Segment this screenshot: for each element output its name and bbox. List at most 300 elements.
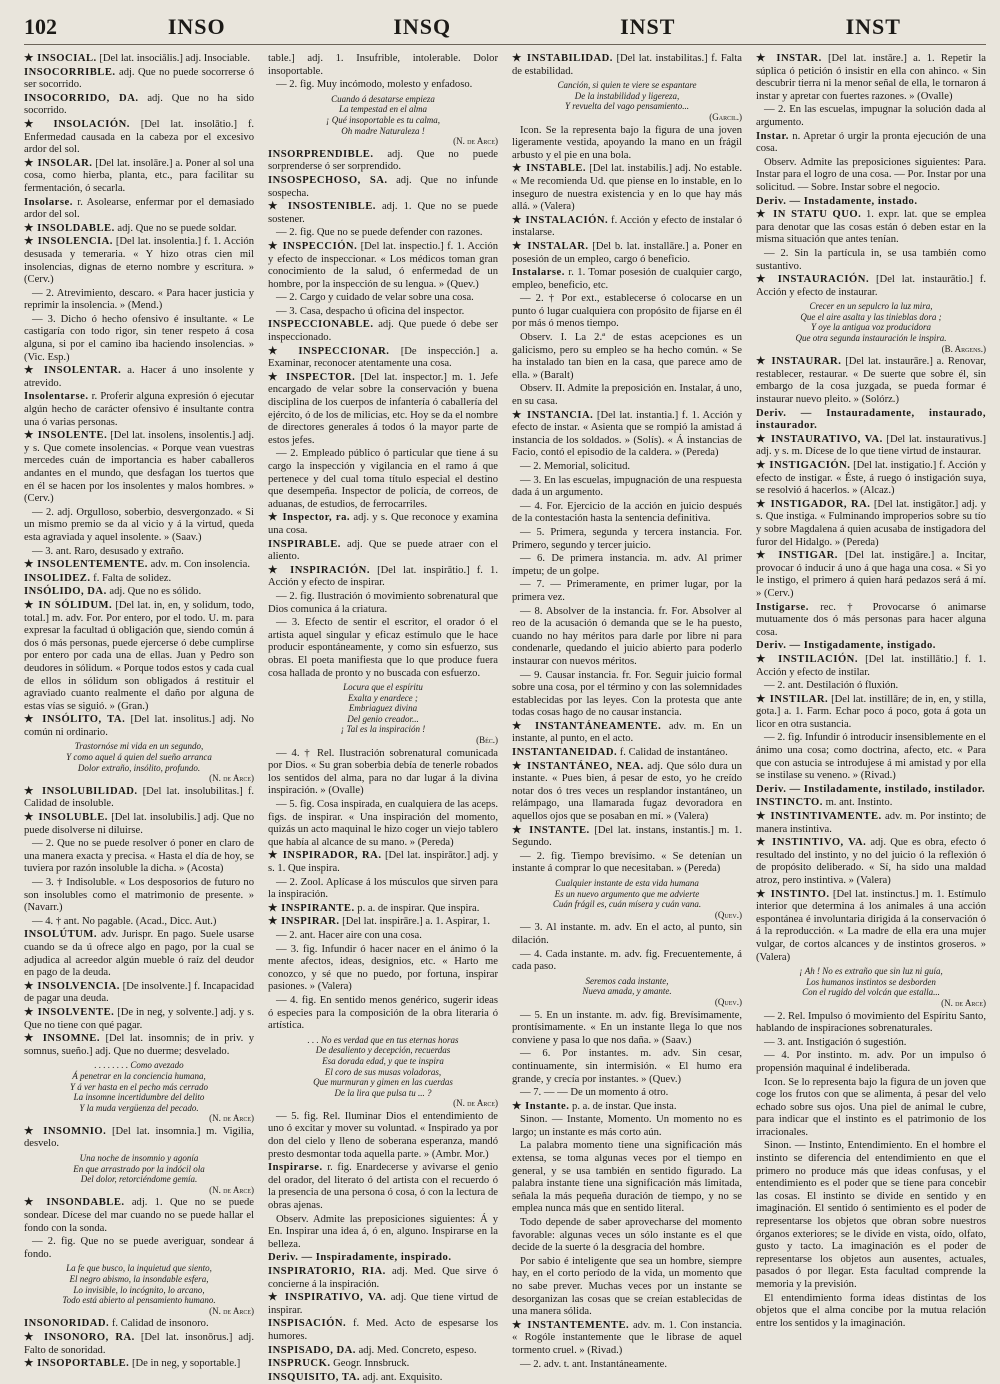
verse-line: Una noche de insomnio y agonía — [79, 1153, 199, 1164]
verse-line: El coro de sus musas voladoras, — [324, 1066, 442, 1077]
verse-line: Esa dorada edad, y que te inspira — [322, 1055, 444, 1066]
definition-text: adj. Que no ha sido socorrido. — [24, 92, 254, 117]
verse-line: Y revuelta del vago pensamiento... — [565, 101, 689, 112]
verse-line: La insomne incertidumbre del delito — [73, 1092, 205, 1103]
definition-text: [Del lat. instinctus.] m. 1. Estímulo interior que determina á los animales á una acción espontánea é involuntaria dirigida á la conservación ó á la reproducción. « La madre de ella era una mujer vulgar, de cortos alcances y de instintos groseros. » (Valera) — [756, 888, 986, 963]
entry-sense — [24, 877, 254, 915]
definition-text: — 3. Efecto de sentir el escritor, el orador ó el artista aquel singular y eficaz estímulo que le hace producir espontáneamente, y como sin esfuerzo, sus obras. El poeta manifiesta que lo que produce fuera cosa hallada de pronto y no buscada con esfuerzo. — [268, 617, 498, 679]
headword: ★ Inspector, ra. — [268, 512, 351, 524]
verse-line: Es un nuevo argumento que me advierte — [554, 888, 700, 899]
entry-sense — [756, 1293, 986, 1331]
headword: INSPISADO, DA. — [268, 1344, 356, 1356]
dictionary-entry — [756, 550, 986, 600]
dictionary-entry — [268, 1358, 498, 1371]
definition-text: adv. m. Con insolencia. — [147, 559, 250, 571]
definition-text: [Del lat. instaurāre.] a. Renovar, restablecer, restaurar. « De suerte que sobre él, sin embargo de la cosa juzgada, se pueda formar é instaurar nuevo pleito. » (Solórz.) — [756, 356, 986, 406]
definition-text: [Del lat. instabilis.] adj. No estable. « Me recomienda Ud. que piense en lo instable, en lo inseguro de nuestra existencia y en lo que hay más allá. » (Valera) — [512, 163, 743, 213]
entry-sense — [268, 748, 498, 798]
dictionary-entry — [756, 837, 986, 887]
dictionary-entry — [756, 408, 986, 433]
dictionary-entry — [512, 721, 742, 746]
definition-text: — 2. Rel. Impulso ó movimiento del Espíritu Santo, hablando de inspiraciones sobrenaturales. — [756, 1010, 986, 1035]
headword: ★ INSTAURACIÓN. — [756, 274, 870, 286]
headword: ★ INSOLAR. — [24, 157, 93, 169]
headword: Instalarse. — [512, 267, 565, 279]
definition-text: adj. 1. Que no se puede sostener. — [268, 201, 498, 225]
headword: ★ INSTIGADOR, RA. — [756, 498, 871, 510]
definition-text: adj. Que no infunde sospecha. — [268, 174, 498, 199]
entry-sense — [24, 288, 254, 313]
definition-text: adj. Med. Que sirve ó concierne á la inspiración. — [268, 1266, 498, 1290]
verse-line: Seremos cada instante, — [585, 975, 669, 986]
entry-sense — [756, 1050, 986, 1075]
verse-quote — [268, 94, 498, 147]
dictionary-entry — [756, 694, 986, 732]
definition-text: — 2. ant. Hacer aire con una cosa. — [276, 929, 422, 941]
entry-sense — [512, 1140, 742, 1216]
dictionary-entry — [268, 1252, 498, 1265]
definition-text: r. Asolearse, enfermar por el demasiado ardor del sol. — [24, 196, 254, 221]
entry-sense — [512, 461, 742, 474]
entry-sense — [756, 1011, 986, 1036]
dictionary-entry — [268, 1318, 498, 1343]
entry-sense — [268, 877, 498, 902]
entry-sense — [268, 944, 498, 994]
definition-text: [Del lat. insolātio.] f. Enfermedad causada en la cabeza por el excesivo ardor del sol. — [24, 118, 254, 156]
dictionary-entry — [268, 319, 498, 344]
dictionary-entry — [268, 1162, 498, 1212]
verse-attribution: (N. de Arce) — [209, 1305, 254, 1316]
dictionary-entry — [24, 1358, 254, 1371]
verse-line: Embriaguez divina — [348, 703, 418, 714]
definition-text: — 9. Causar instancia. fr. For. Seguir juicio formal sobre una cosa, por el término y con las solemnidades establecidas por las leyes. Con la protesta que ante todas cosas hago de no causar instancia. — [512, 669, 742, 719]
definition-text: [Del lat. instigatio.] f. Acción y efecto de instigar. « Éste, á ruego ó instigación suya, se resolvió á hacerlos. » (Alcaz.) — [756, 460, 986, 497]
definition-text: r. fig. Enardecerse y avivarse el genio del orador, del literato ó del artista con el recuerdo ó la presencia de una persona ó cosa, ó con la lectura de obras ajenas. — [268, 1162, 498, 1212]
headword: ★ INSTINTIVO, VA. — [756, 837, 867, 849]
verse-attribution: (N. de Arce) — [209, 773, 254, 784]
definition-text: — 2. Atrevimiento, descaro. « Para hacer justicia y reprimir la insolencia. » (Mend.) — [24, 287, 254, 312]
dictionary-entry — [24, 1332, 254, 1357]
column-2 — [268, 53, 498, 1383]
dictionary-entry — [24, 981, 254, 1006]
headword: ★ INSTABLE. — [512, 163, 587, 175]
entry-sense — [512, 606, 742, 669]
verse-line: Que otra segunda instauración le inspira. — [795, 333, 947, 344]
definition-text: [Del lat. instantia.] f. 1. Acción y efecto de instar. « Asienta que se rompió la amistad á instancia de los soldados. » (Solís). « Á instancias de Facio, contó el episodio de la caldera. » (Pereda) — [512, 409, 742, 459]
entry-sense — [268, 617, 498, 680]
verse-attribution: (Béc.) — [476, 735, 498, 746]
verse-line: Nueva amada, y amante. — [582, 986, 672, 997]
dictionary-entry — [756, 784, 986, 797]
guide-word-2: INSQ — [393, 14, 452, 39]
definition-text: [Del lat. inspector.] m. 1. Jefe encargado de velar sobre la conservación y buena disciplina de los cuerpos de infantería ó caballería del ejército, ó de los de milicias, etc. Hoy se da el nombre de directores generales á todos ó la mayor parte de estos jefes. — [268, 371, 498, 446]
definition-text: r. 1. Tomar posesión de cualquier cargo, empleo, beneficio, etc. — [512, 267, 742, 291]
dictionary-entry — [756, 460, 986, 498]
guide-word-4: INST — [845, 14, 901, 39]
headword: Insolentarse. — [24, 391, 89, 403]
verse-quote — [512, 80, 742, 122]
entry-sense — [512, 1114, 742, 1139]
definition-text: [Del lat. inspirātio.] f. 1. Acción y efecto de inspirar. — [268, 564, 498, 589]
definition-text: adv. Jurispr. En pago. Suele usarse cuando se da ú ofrece algo en pago, por la cual se adjudica al acreedor algún mueble ó raíz del deudor en pago de la deuda. — [24, 929, 254, 979]
definition-text: Todo depende de saber aprovecharse del momento favorable: algunas veces un sólo instante es el que decide de la suerte ó la desgracia del hombre. — [512, 1217, 742, 1254]
definition-text: Icon. Se la representa bajo la figura de una joven ligeramente vestida, apoyando la mano en un frágil arbusto y el pie en una bola. — [512, 124, 742, 161]
dictionary-entry — [24, 1126, 254, 1151]
headword: ★ INSTILAR. — [756, 693, 829, 705]
verse-line: De la lira que pulsa tu ... ? — [334, 1087, 432, 1098]
entry-sense — [24, 314, 254, 364]
definition-text: — 2. adj. Orgulloso, soberbio, desvergonzado. « Si un mismo premio se da al vicio y á la virtud, queda esta agraviada y aquel insolente. » (Saav.) — [24, 506, 254, 543]
dictionary-entry — [24, 223, 254, 236]
definition-text: — 7. — — De un momento á otro. — [520, 1087, 669, 1099]
verse-line: ¡ Ah ! No es extraño que sin luz ni guía, — [799, 966, 943, 977]
headword: INSOSPECHOSO, SA. — [268, 174, 388, 186]
verse-line: Exalta y enardece ; — [348, 692, 418, 703]
dictionary-entry — [756, 434, 986, 459]
definition-text: [Del lat. insolens, insolentis.] adj. y s. Que comete insolencias. « Porque vean vuestras mercedes cuán de importancia es haber caballeros andantes en el mundo, que desfagan los tuertos que en él se hacen por los insolentes y malos hombres. » (Cerv.) — [24, 430, 254, 505]
headword: ★ INSPIRAR. — [268, 916, 340, 928]
dictionary-entry — [24, 812, 254, 837]
entry-sense — [268, 79, 498, 92]
definition-text: adj. Que no es sólido. — [106, 586, 202, 598]
dictionary-entry — [268, 201, 498, 226]
headword: ★ INSPECTOR. — [268, 371, 356, 383]
definition-text: [Del lat. insomnia.] m. Vigilia, desvelo. — [24, 1125, 254, 1150]
dictionary-entry — [24, 600, 254, 713]
headword: INSOLÚTUM. — [24, 929, 97, 941]
verse-attribution: (Quev.) — [714, 909, 742, 920]
definition-text: p. a. de inspirar. Que inspira. — [354, 902, 480, 914]
verse-line: Locura que el espíritu — [343, 682, 423, 693]
definition-text: — 7. — Primeramente, en primer lugar, por la primera vez. — [512, 579, 742, 603]
definition-text: — 4. For. Ejercicio de la acción en juicio después de la contestación hasta la sentencia definitiva. — [512, 500, 742, 525]
verse-line: Los humanos instintos se desborden — [806, 976, 936, 987]
dictionary-entry — [756, 274, 986, 299]
definition-text: — 2. En las escuelas, impugnar la solución dada al argumento. — [756, 104, 986, 128]
dictionary-entry — [268, 539, 498, 564]
headword: ★ INSPECCIONAR. — [268, 345, 390, 357]
headword: ★ IN STATU QUO. — [756, 209, 862, 221]
definition-text: — 2. fig. Que no se puede defender con razones. — [276, 227, 483, 239]
definition-text: — 3. fig. Infundir ó hacer nacer en el ánimo ó la mente afectos, ideas, designios, etc. « Harto me conozco, y sé que no puedo, por fortuna, inspirar pasiones. » (Valera) — [268, 943, 498, 993]
definition-text: [Del lat. insolubilis.] adj. Que no puede disolverse ni diluirse. — [24, 812, 254, 836]
dictionary-entry — [512, 1101, 742, 1114]
definition-text: f. Calidad de instantáneo. — [617, 747, 728, 759]
verse-line: . . . No es verdad que en tus eternas horas — [307, 1034, 459, 1045]
headword: ★ INSPIRANTE. — [268, 902, 355, 914]
dictionary-entry — [756, 356, 986, 406]
verse-line: Dolor extraño, insólito, profundo. — [77, 762, 201, 773]
definition-text: adv. m. Por instinto; de manera instintiva. — [756, 811, 986, 835]
dictionary-entry — [24, 1318, 254, 1331]
page-header — [24, 14, 986, 45]
entry-sense — [512, 125, 742, 163]
dictionary-entry — [512, 215, 742, 240]
entry-sense — [756, 1140, 986, 1291]
dictionary-entry — [24, 53, 254, 66]
verse-line: De desaliento y decepción, recuerdas — [315, 1045, 451, 1056]
headword: ★ INSPECCIÓN. — [268, 240, 358, 252]
verse-quote — [268, 1035, 498, 1109]
headword: ★ INSTANCIA. — [512, 409, 594, 421]
headword: ★ INSTINTO. — [756, 888, 830, 900]
entry-sense — [512, 579, 742, 604]
headword: Deriv. — Instauradamente, instaurado, instaurador. — [756, 407, 986, 432]
headword: ★ INSTABILIDAD. — [512, 53, 613, 64]
verse-quote — [24, 741, 254, 783]
entry-sense — [756, 104, 986, 129]
dictionary-entry — [268, 372, 498, 448]
headword: ★ INSTALACIÓN. — [512, 214, 609, 226]
definition-text: [Del lat. instillāre; de in, en, y stilla, gota.] a. 1. Farm. Echar poco á poco, gota á gota un licor en otra sustancia. — [756, 693, 987, 730]
dictionary-entry — [24, 365, 254, 390]
verse-line: Del genio creador... — [347, 713, 419, 724]
column-1 — [24, 53, 255, 1370]
verse-line: Canción, si quien te viere se espantare — [557, 80, 697, 91]
headword: INSTANTANEIDAD. — [512, 747, 618, 759]
definition-text: El entendimiento forma ideas distintas de los objetos que el alma concibe por la mutua relación entre los sentidos y la imaginación. — [756, 1292, 986, 1329]
definition-text: [Del lat. insolentia.] f. 1. Acción desusada y temeraria. « Y hizo otras cien mil insolencias, dignas de eterno nombre y escritura. » (Cerv.) — [24, 236, 255, 286]
definition-text: — 2. Cargo y cuidado de velar sobre una cosa. — [276, 292, 474, 304]
dictionary-entry — [24, 559, 254, 572]
definition-text: — 2. fig. Que no se puede averiguar, sondear á fondo. — [24, 1236, 254, 1260]
definition-text: — 5. Primera, segunda y tercera instancia. For. Primero, segundo y tercer juicio. — [512, 526, 742, 551]
verse-line: Crecer en un sepulcro la luz mira, — [809, 301, 933, 312]
entry-sense — [512, 1359, 742, 1372]
definition-text: — 3. En las escuelas, impugnación de una respuesta dada á un argumento. — [512, 474, 742, 499]
definition-text: Observ. Admite las preposiciones siguientes: Para. Instar para el logro de una cosa. — Por. Instar por una solicitud. — Sobre. Instar sobre el negocio. — [756, 156, 986, 193]
definition-text: — 6. De primera instancia. m. adv. Al primer ímpetu; de un golpe. — [512, 553, 742, 577]
entry-sense — [268, 227, 498, 240]
definition-text: [Del lat. instaurativus.] adj. y s. m. Dícese de lo que tiene virtud de instaurar. — [756, 433, 986, 458]
definition-text: [Del lat. instigātor.] adj. y s. Que instiga. « Fulminando improperios sobre su tío y sobre Magdalena á quien acusaba de instigadora del furor del Hidalgo. » (Pereda) — [756, 498, 986, 548]
verse-line: ¡ Tal es la inspiración ! — [340, 724, 426, 735]
dictionary-entry — [268, 346, 498, 371]
column-4 — [756, 53, 986, 1343]
dictionary-entry — [268, 149, 498, 174]
entry-sense — [268, 930, 498, 943]
dictionary-entry — [756, 53, 986, 103]
headword: INSPECCIONABLE. — [268, 319, 374, 331]
entry-sense — [268, 306, 498, 319]
headword: ★ INSOSTENIBLE. — [268, 201, 376, 213]
headword: ★ INSTILACIÓN. — [756, 653, 858, 665]
definition-text: — 2. fig. Infundir ó introducir insensiblemente en el ánimo una cosa; como doctrina, afecto, etc. « Para que con astucia se introdujese á mi amistad y por ella se instilase su veneno. » (Rivad.) — [756, 732, 986, 782]
entry-sense — [512, 1048, 742, 1086]
definition-text: [Del lat. inspirātor.] adj. y s. 1. Que inspira. — [268, 850, 498, 874]
definition-text: [Del b. lat. installāre.] a. Poner en posesión de un empleo, cargo ó beneficio. — [512, 240, 742, 265]
dictionary-entry — [24, 573, 254, 586]
headword: INSORPRENDIBLE. — [268, 148, 374, 160]
definition-text: adj. Que no se puede soldar. — [114, 222, 237, 234]
dictionary-entry — [24, 93, 254, 118]
dictionary-entry — [756, 654, 986, 679]
dictionary-entry — [756, 499, 986, 549]
definition-text: — 2. fig. Muy incómodo, molesto y enfadoso. — [276, 79, 473, 91]
dictionary-entry — [268, 1292, 498, 1317]
dictionary-entry — [24, 236, 254, 286]
verse-line: De la instabilidad y ligereza, — [574, 90, 680, 101]
dictionary-entry — [24, 1033, 254, 1058]
headword: ★ INSOLENCIA. — [24, 236, 113, 248]
entry-sense — [268, 448, 498, 511]
definition-text: [De insolvente.] f. Incapacidad de pagar una deuda. — [24, 980, 254, 1005]
definition-text: [Del lat. instigāre.] a. Incitar, provocar ó inducir á uno á que haga una cosa. « Si yo le instigo, el primero á quien hará pedazos será á mí. » (Cerv.) — [756, 550, 986, 599]
entry-sense — [268, 292, 498, 305]
verse-line: Y oye la antigua voz producidora — [811, 322, 931, 333]
headword: INSOLIDEZ. — [24, 572, 91, 584]
definition-text: — 4. † ant. No pagable. (Acad., Dicc. Aut.) — [32, 915, 217, 927]
definition-text: [Del lat. inspirāre.] a. 1. Aspirar, 1. — [339, 916, 491, 928]
verse-quote — [24, 1060, 254, 1124]
headword: ★ INSTAR. — [756, 53, 822, 64]
verse-quote — [268, 682, 498, 746]
headword: ★ INSTAURAR. — [756, 356, 842, 368]
definition-text: — 2. ant. Destilación ó fluxión. — [764, 680, 899, 692]
headword: Deriv. — Inspiradamente, inspirado. — [268, 1252, 452, 1264]
definition-text: — 2. Sin la partícula in, se usa también como sustantivo. — [756, 247, 986, 272]
definition-text: p. a. de instar. Que insta. — [569, 1100, 677, 1112]
headword: INSTINCTO. — [756, 797, 823, 809]
dictionary-entry — [512, 241, 742, 266]
definition-text: Observ. II. Admite la preposición en. Instalar, á uno, en su casa. — [512, 383, 742, 408]
headword: ★ INSOLENTE. — [24, 430, 108, 442]
verse-attribution: (Quev.) — [714, 996, 742, 1007]
definition-text: adj. Que no puede socorrerse ó ser socorrido. — [24, 66, 254, 91]
definition-text: — 2. fig. Tiempo brevísimo. « Se detenían un instante á comprar lo que necesitaban. » (Pereda) — [512, 850, 742, 875]
dictionary-entry — [24, 1007, 254, 1032]
dictionary-entry — [512, 825, 742, 850]
definition-text: Icon. Se lo representa bajo la figura de un joven que coge los frutos con que se alimenta, á pesar del velo echado sobre sus ojos. Una piel de animal le cubre, para indicar que el instinto es el patrimonio de los irracionales. — [756, 1076, 986, 1138]
definition-text: [Del lat. insolāre.] a. Poner al sol una cosa, como hierba, planta, etc., para facilitar su fermentación, ó secarla. — [24, 157, 254, 194]
headword: INSÓLIDO, DA. — [24, 586, 107, 598]
verse-line: Y la muda vergüenza del pecado. — [79, 1102, 199, 1113]
definition-text: adj. Que no puede sorprenderse ó ser sorprendido. — [268, 148, 498, 173]
headword: Insolarse. — [24, 196, 73, 208]
verse-line: ¡ Qué insoportable es tu calma, — [326, 114, 440, 125]
definition-text: adj. Que es obra, efecto ó resultado del instinto, y no del juicio ó la reflexión ó de propósito deliberado. « Sí, ha sido una maldad atroz, pero instintiva. » (Valera) — [756, 837, 986, 886]
definition-text: [Del lat. instāre.] a. 1. Repetir la súplica ó petición ó insistir en ella con ahinco. « Sin descubrir tierra ni la menor señal de ella, le tornaron á instar y apretar con fuertes razones. » (Ovalle) — [756, 53, 987, 102]
definition-text: f. Med. Acto de espesarse los humores. — [268, 1318, 498, 1342]
entry-sense — [24, 507, 254, 545]
entry-sense — [512, 501, 742, 526]
definition-text: — 3. ant. Instigación ó sugestión. — [764, 1036, 907, 1048]
definition-text: [Del lat. insonōrus.] adj. Falto de sonoridad. — [24, 1331, 255, 1356]
verse-line: Todo está abierto al pensamiento humano. — [62, 1295, 216, 1306]
verse-attribution: (N. de Arce) — [209, 1184, 254, 1195]
headword: ★ INSOLENTEMENTE. — [24, 559, 148, 571]
entry-sense — [512, 475, 742, 500]
dictionary-entry — [512, 1320, 742, 1358]
entry-sense — [268, 995, 498, 1033]
verse-line: Cualquier instante de esta vida humana — [555, 878, 699, 888]
headword: ★ INSTINTIVAMENTE. — [756, 811, 882, 823]
headword: ★ INSPIRACIÓN. — [268, 564, 370, 576]
dictionary-entry — [24, 197, 254, 222]
verse-line: Á penetrar en la conciencia humana, — [72, 1070, 206, 1081]
definition-text: — 2. fig. Ilustración ó movimiento sobrenatural que Dios comunica á la criatura. — [268, 590, 498, 615]
dictionary-entry — [268, 53, 498, 78]
dictionary-entry — [268, 916, 498, 929]
definition-text: La palabra momento tiene una significación más extensa, se toma algunas veces por el tiempo en general, y se usa también en sentido figurado. La palabra instante tiene una significación más limitada, señala la más pequeña duración de tiempo, y no se emplea nunca más que en sentido literal. — [512, 1140, 742, 1215]
verse-attribution: (Garcil.) — [709, 111, 742, 122]
verse-attribution: (N. de Arce) — [941, 997, 986, 1008]
dictionary-entry — [756, 196, 986, 209]
entry-sense — [512, 949, 742, 974]
entry-sense — [512, 553, 742, 578]
entry-sense — [512, 1217, 742, 1255]
headword: ★ INSOLUBILIDAD. — [24, 785, 138, 797]
definition-text: [Del lat. insolubilitas.] f. Calidad de insoluble. — [24, 785, 254, 810]
verse-line: Y como aquel á quien del sueño arranca — [66, 752, 212, 763]
definition-text: — 6. Por instantes. m. adv. Sin cesar, continuamente, sin intermisión. « El humo era grande, y crecía por instantes. » (Quev.) — [512, 1048, 742, 1085]
headword: Instar. — [756, 130, 789, 142]
headword: ★ INSONDABLE. — [24, 1197, 125, 1209]
definition-text: adv. m. 1. Con instancia. « Rogóle instantemente que le librase de aquel tormento cruel. » (Rivad.) — [512, 1319, 742, 1356]
entry-sense — [512, 922, 742, 947]
entry-sense — [268, 799, 498, 849]
entry-sense — [268, 1214, 498, 1252]
headword: ★ INSOLACIÓN. — [24, 118, 130, 130]
headword: ★ INSPIRATIVO, VA. — [268, 1292, 387, 1304]
verse-quote — [756, 301, 986, 354]
definition-text: [Del lat. in, en, y solidum, todo, total.] m. adv. For. Por entero, por el todo. U. m. para expresar la facultad ú obligación que, siendo común á dos ó más personas, puede ejercerse ó debe cumplirse por entero por cada una de ellas. Juan y Pedro son deudores in sólidum. « Porque todos estos y cada cual de ellos in sólidum son obligados á restituir el agraviado cuanto realmente el daño por alguna de estas vías se siguió. » (Gran.) — [24, 599, 254, 712]
definition-text: — 3. Dicho ó hecho ofensivo é insultante. « Le castigaría con todo rigor, sin tener respeto á cosa alguna, si por el camino iba haciendo insolencias. » (Vic. Esp.) — [24, 313, 254, 363]
definition-text: Observ. I. La 2.ª de estas acepciones es un galicismo, pero su empleo se ha hecho común. « Se ha instalado tan bien en la casa, que parece amo de ella. » (Baralt) — [512, 332, 742, 381]
headword: ★ INSTIGACIÓN. — [756, 460, 851, 471]
verse-line: Que murmuran y gimen en las cuerdas — [313, 1077, 453, 1088]
definition-text: adj. Que tiene virtud de inspirar. — [268, 1292, 498, 1316]
dictionary-entry — [24, 929, 254, 979]
dictionary-entry — [756, 209, 986, 247]
headword: ★ INSTANTÁNEO, NEA. — [512, 760, 644, 772]
entry-sense — [268, 591, 498, 616]
definition-text: — 4. Cada instante. m. adv. fig. Frecuentemente, á cada paso. — [512, 948, 742, 973]
headword: ★ INSTANTE. — [512, 824, 590, 836]
headword: INSOCORRIDO, DA. — [24, 92, 139, 104]
definition-text: Observ. Admite las preposiciones siguientes: Á y En. Inspirar una idea á, ó en, alguno. Inspirarse en la belleza. — [268, 1213, 498, 1250]
definition-text: [Del lat. instabilitas.] f. Falta de estabilidad. — [512, 53, 743, 77]
verse-quote — [756, 966, 986, 1008]
definition-text: [De in neg, y soportable.] — [129, 1358, 241, 1370]
verse-line: Y á ver hasta en el pecho más cerrado — [70, 1081, 208, 1092]
entry-sense — [268, 1111, 498, 1161]
verse-quote — [512, 878, 742, 920]
headword: ★ INSTAURATIVO, VA. — [756, 433, 883, 445]
dictionary-entry — [268, 241, 498, 291]
verse-line: Del dolor, retorciéndome gemía. — [80, 1174, 198, 1185]
headword: Deriv. — Instigadamente, instigado. — [756, 640, 936, 652]
entry-sense — [756, 1037, 986, 1050]
definition-text: — 2. Zool. Aplícase á los músculos que sirven para la inspiración. — [268, 876, 498, 901]
entry-sense — [756, 248, 986, 273]
headword: Instigarse. — [756, 601, 809, 613]
dictionary-entry — [268, 1345, 498, 1358]
dictionary-entry — [512, 761, 742, 824]
definition-text: — 5. En un instante. m. adv. fig. Brevísimamente, prontísimamente. « En un instante llega lo que nos conviene y pasa lo que nos daña. » (Saav.) — [512, 1009, 742, 1046]
headword: ★ INSOLDABLE. — [24, 222, 115, 234]
headword: INSONORIDAD. — [24, 1318, 110, 1330]
definition-text: — 2. Que no se puede resolver ó poner en claro de una manera exacta y precisa. « Hasta el día de hoy, se tuviera por razón insoluble la dicha. » (Acosta) — [24, 838, 254, 875]
headword: Deriv. — Instadamente, instado. — [756, 195, 918, 207]
definition-text: adj. y s. Que reconoce y examina una cosa. — [268, 512, 498, 536]
headword: INSQUISITO, TA. — [268, 1371, 360, 1383]
definition-text: — 3. Al instante. m. adv. En el acto, al punto, sin dilación. — [512, 922, 742, 946]
dictionary-entry — [24, 714, 254, 739]
dictionary-entry — [756, 811, 986, 836]
guide-word-3: INST — [620, 14, 676, 39]
verse-attribution: (N. de Arce) — [453, 1098, 498, 1109]
